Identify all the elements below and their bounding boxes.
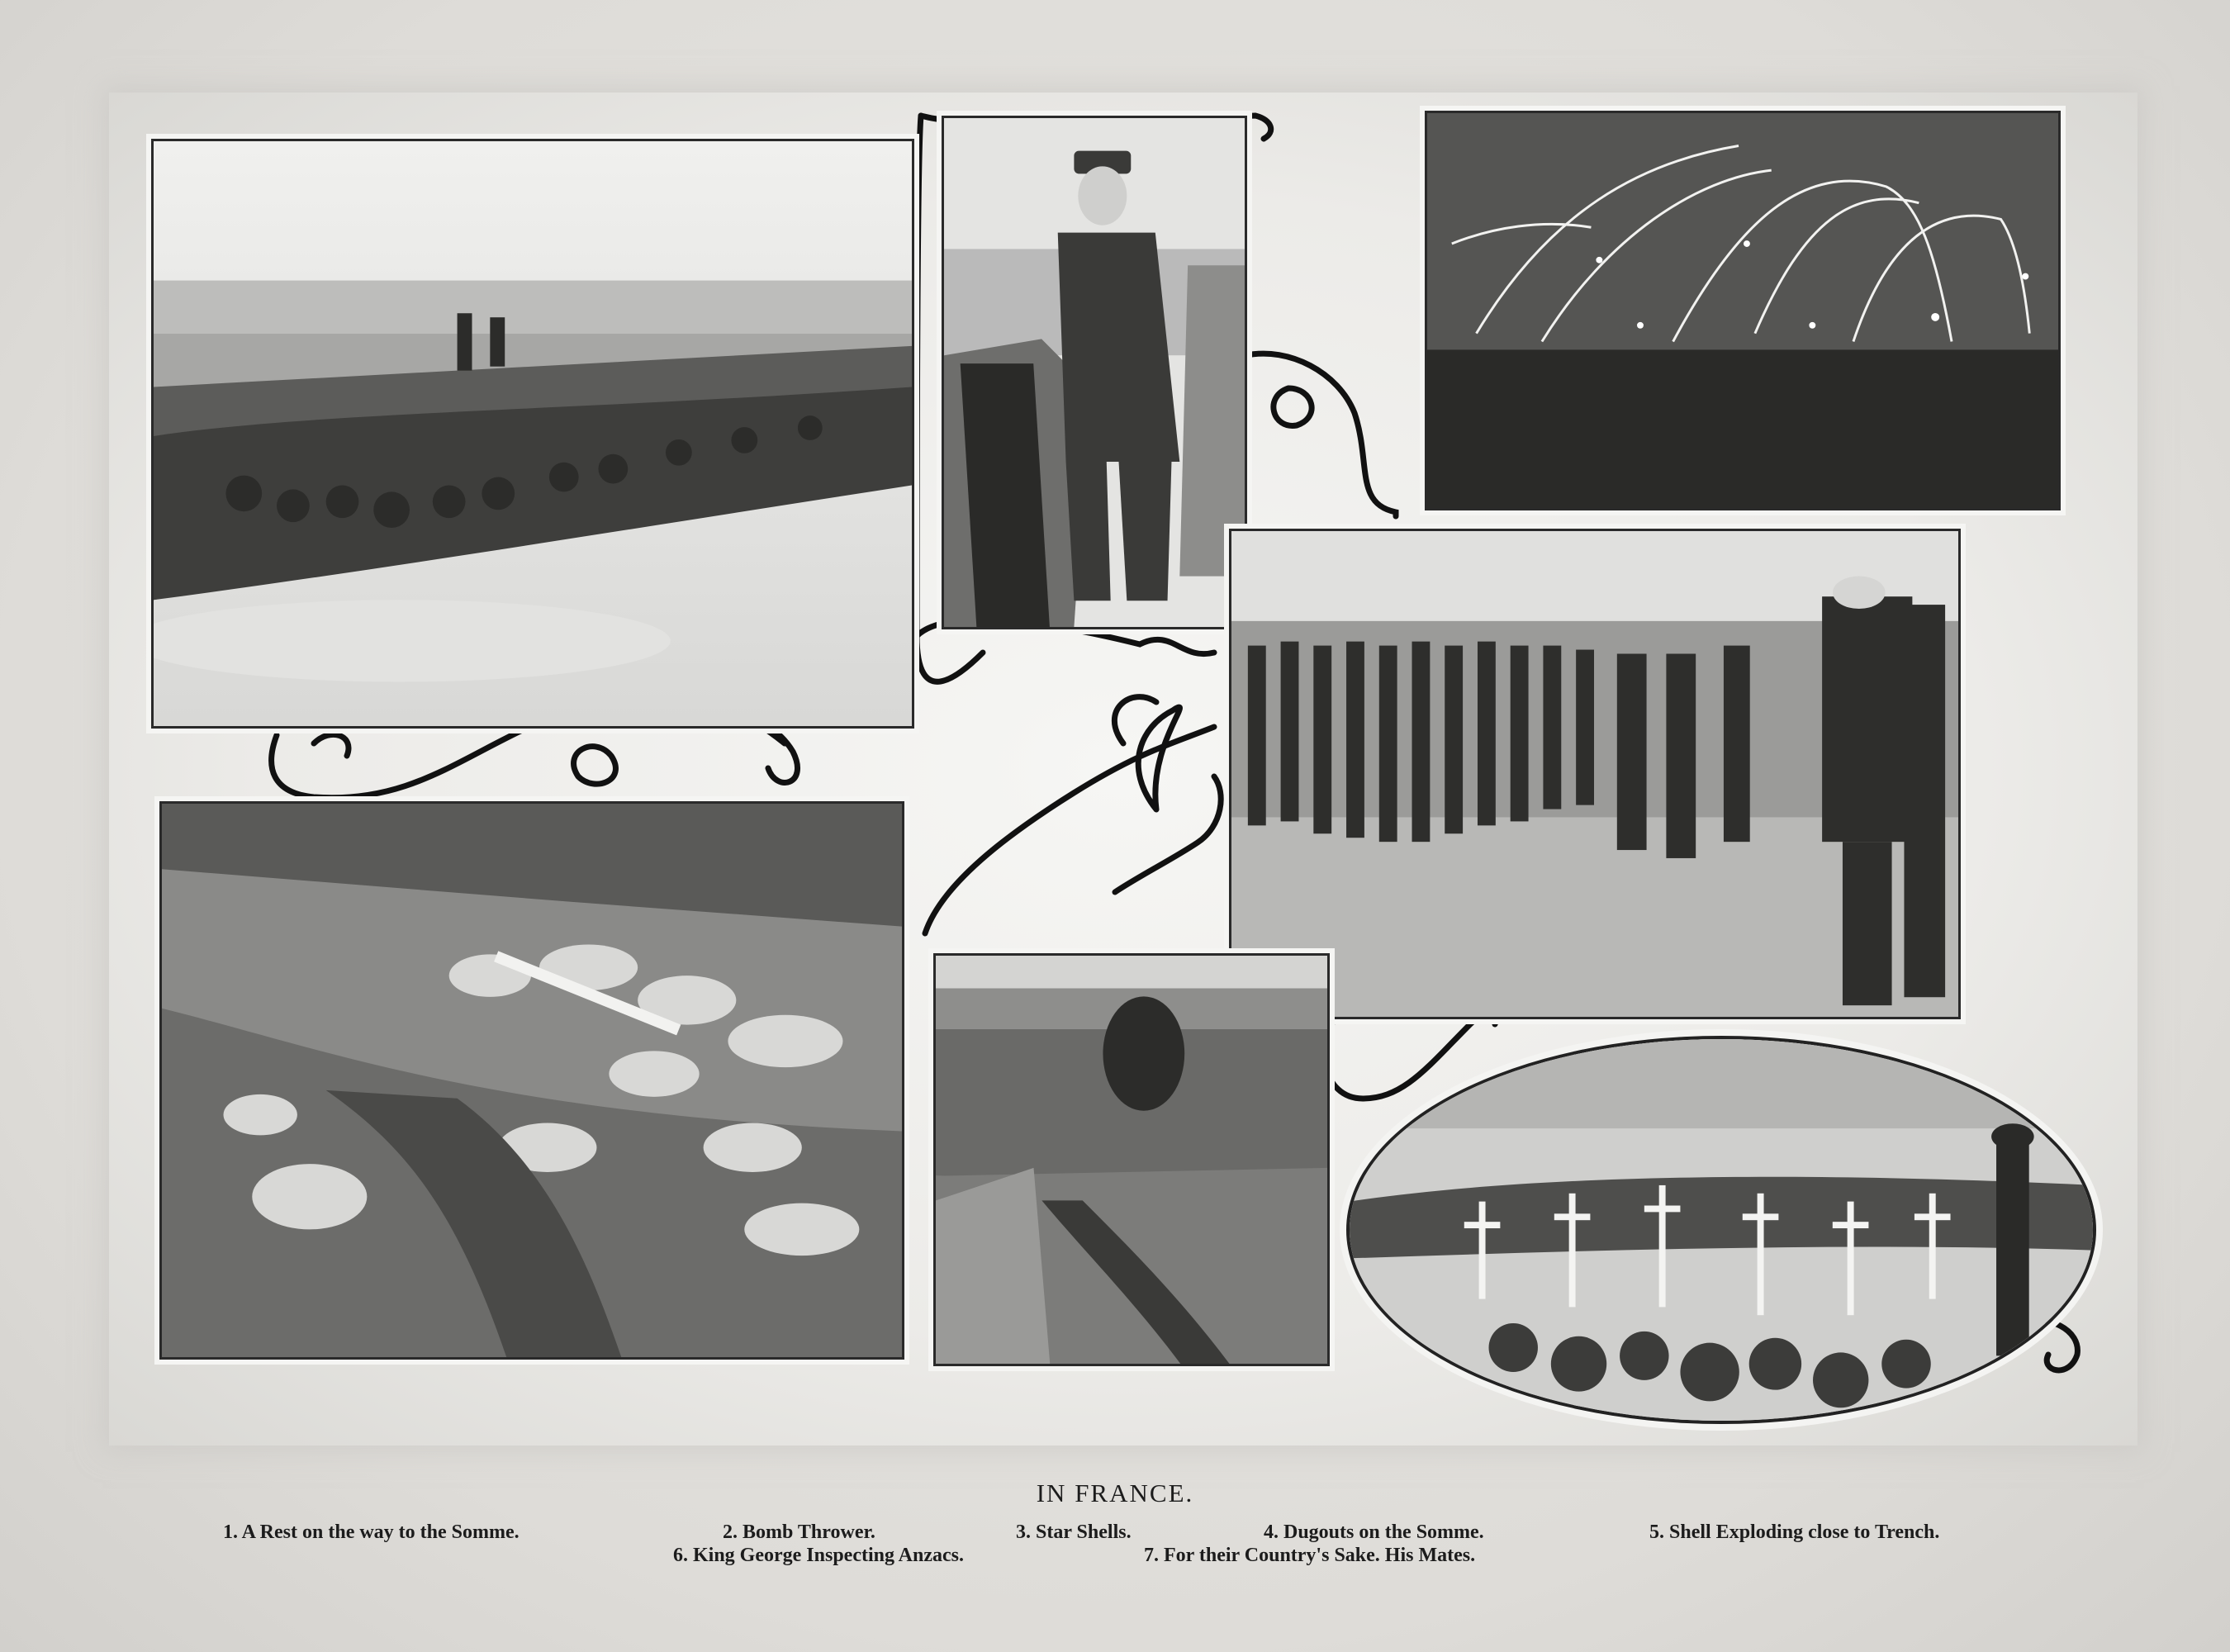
photo-bomb-thrower <box>942 116 1247 629</box>
photo-dugouts-somme <box>159 801 904 1360</box>
caption-7: 7. For their Country's Sake. His Mates. <box>1144 1545 1476 1566</box>
photo-graves-his-mates <box>1346 1036 2096 1424</box>
photo-rest-somme <box>151 139 914 729</box>
caption-3: 3. Star Shells. <box>1016 1521 1132 1543</box>
photo-shell-exploding <box>933 953 1330 1366</box>
caption-5: 5. Shell Exploding close to Trench. <box>1649 1521 1940 1543</box>
caption-4: 4. Dugouts on the Somme. <box>1264 1521 1484 1543</box>
caption-6: 6. King George Inspecting Anzacs. <box>673 1545 964 1566</box>
photo-star-shells <box>1425 111 2061 510</box>
photo-king-george-inspecting <box>1229 529 1961 1019</box>
caption-1: 1. A Rest on the way to the Somme. <box>223 1521 520 1543</box>
caption-2: 2. Bomb Thrower. <box>723 1521 875 1543</box>
plate-title: IN FRANCE. <box>1036 1479 1194 1507</box>
